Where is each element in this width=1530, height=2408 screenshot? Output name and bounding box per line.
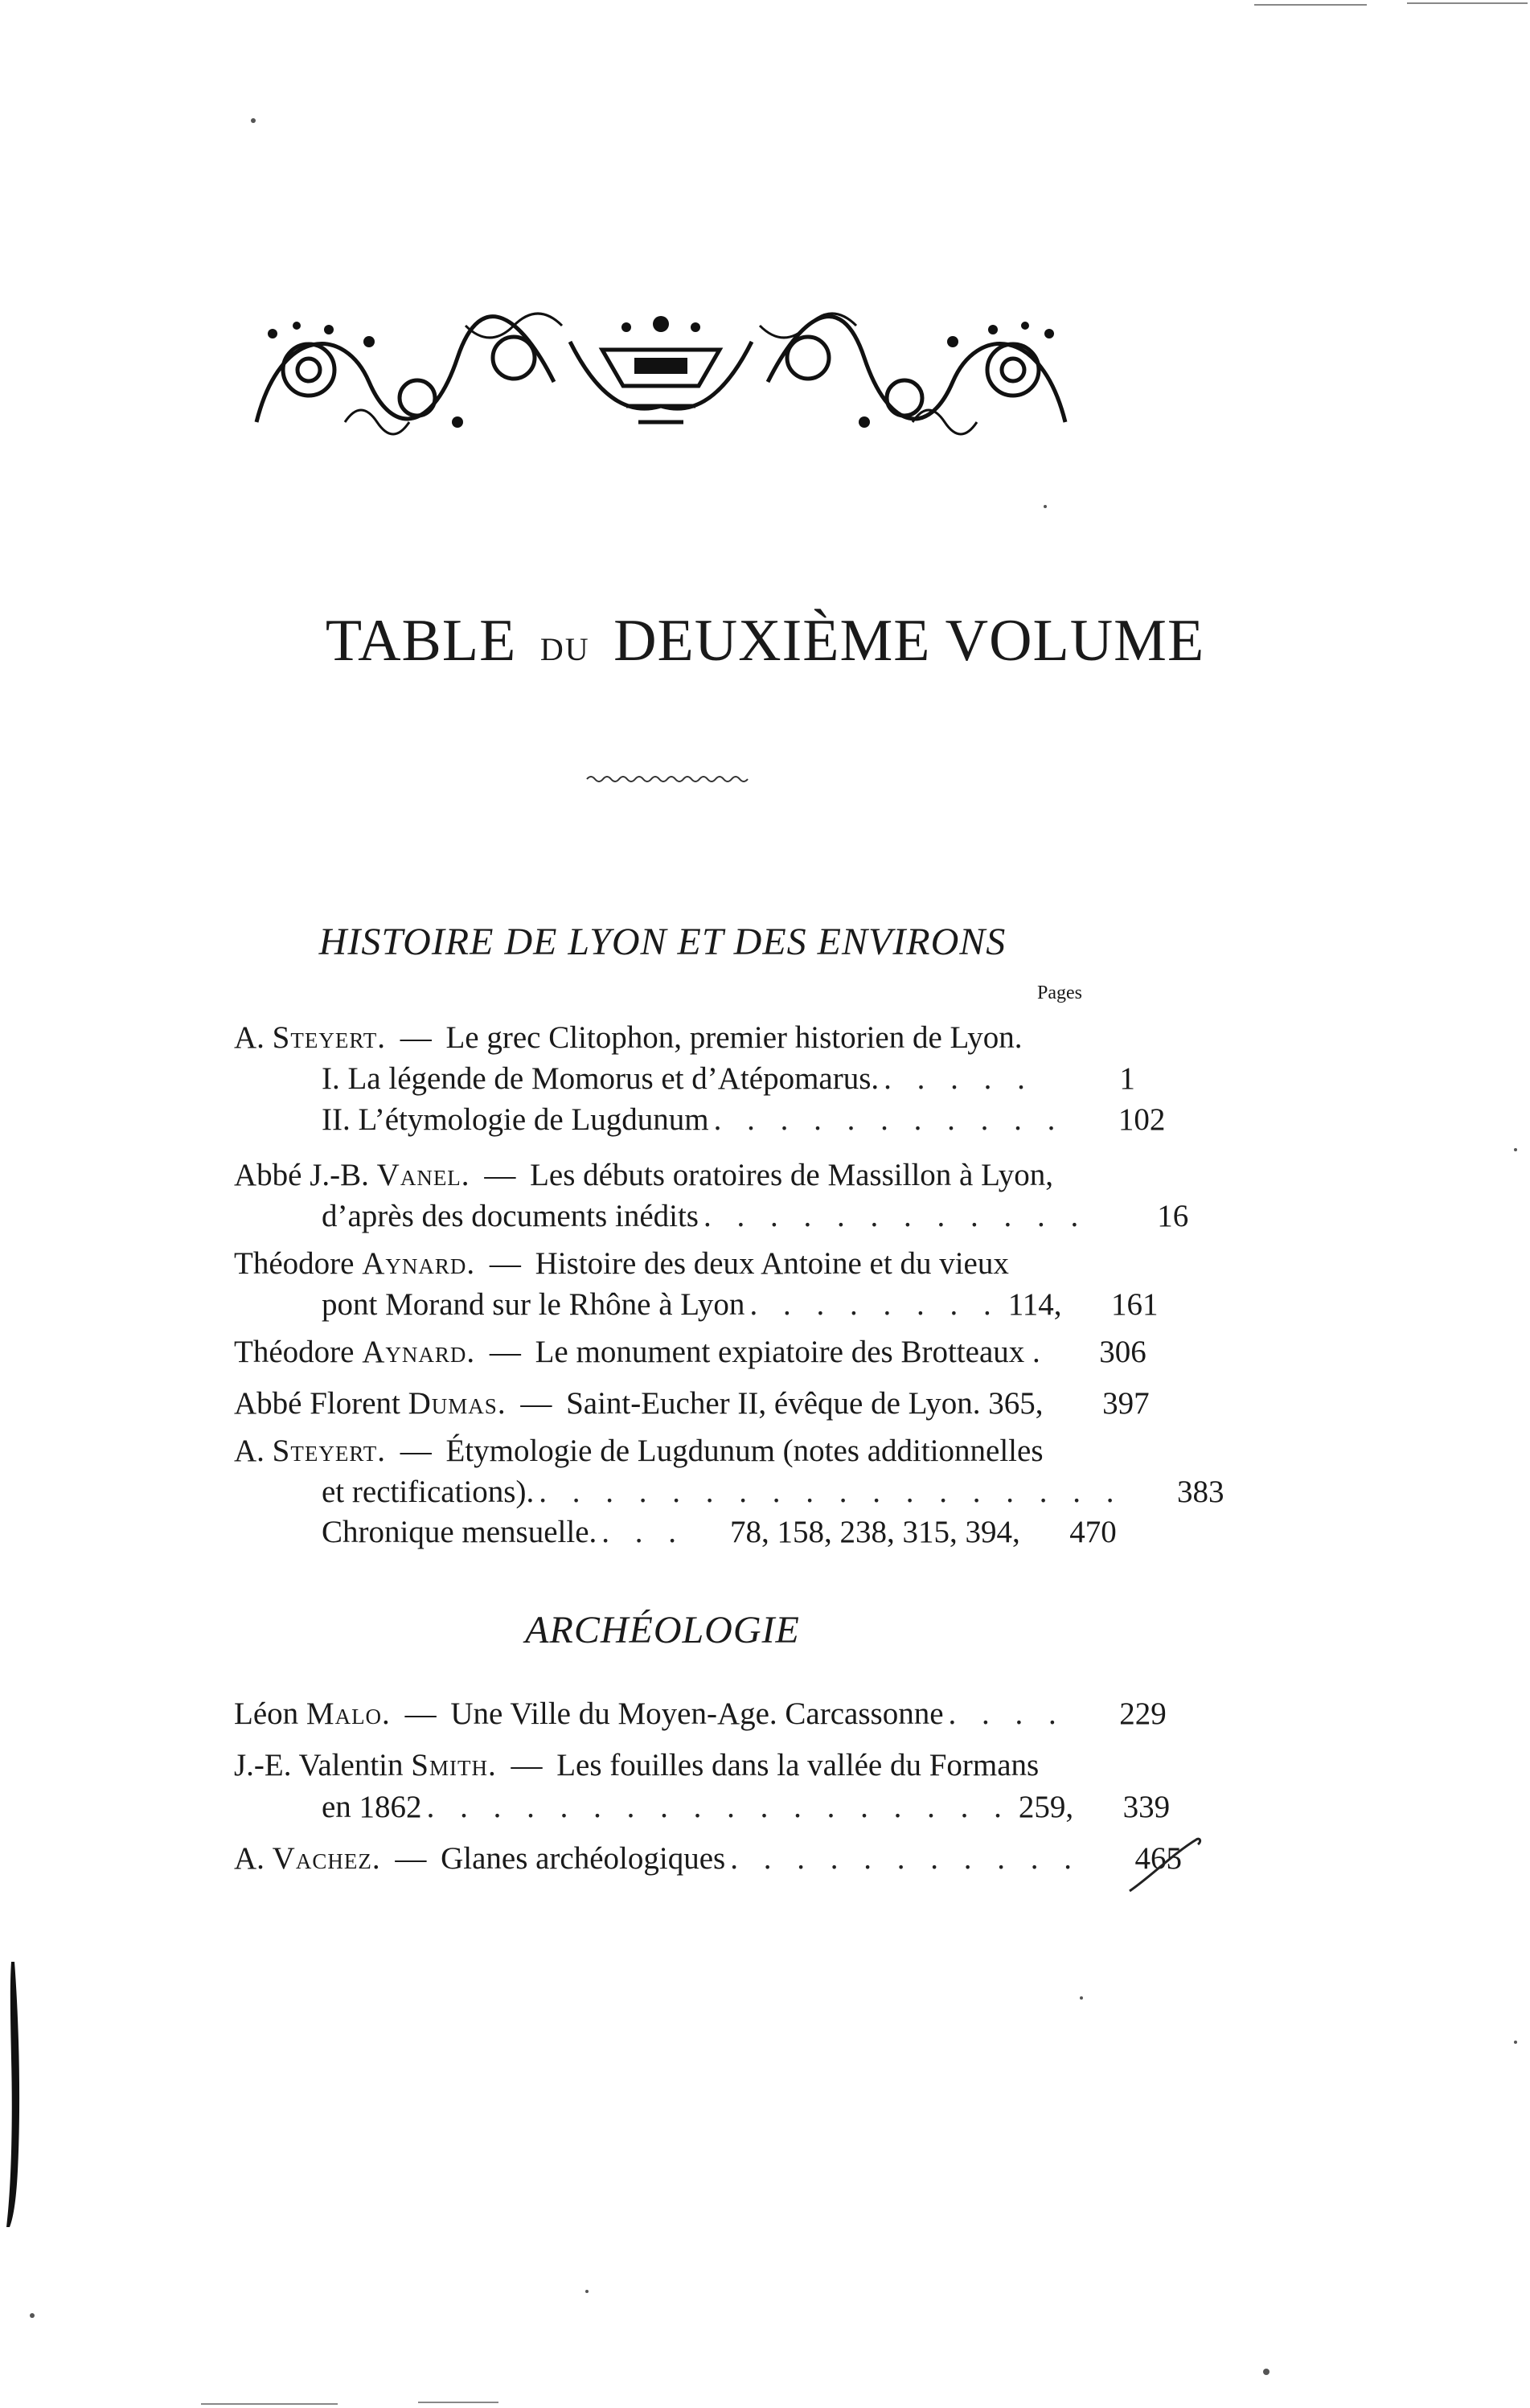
section-heading-archeologie: ARCHÉOLOGIE — [525, 1609, 800, 1651]
entry-author-prefix: Théodore — [234, 1335, 355, 1369]
entry-page: 16 — [1157, 1199, 1189, 1233]
entry-title: en 1862 — [322, 1790, 422, 1824]
entry-author-prefix: Léon — [234, 1696, 299, 1731]
entry-author-prefix: A. — [234, 1020, 265, 1055]
entry-title: Les fouilles dans la vallée du Formans — [556, 1748, 1040, 1782]
entry-leader: . . . . . — [884, 1061, 1034, 1096]
decorative-squiggle-divider — [587, 773, 748, 785]
section-heading-histoire: HISTOIRE DE LYON ET DES ENVIRONS — [318, 921, 1007, 963]
entry-page: 229 — [1119, 1696, 1167, 1731]
entry-author: Steyert. — [272, 1020, 386, 1055]
entry-author-prefix: Théodore — [234, 1246, 355, 1281]
entry-title: Histoire des deux Antoine et du vieux — [535, 1246, 1009, 1281]
entry-leader: . . . . . . . . . . . — [730, 1841, 1081, 1876]
entry-dash: — — [484, 1158, 516, 1192]
toc-entry-rectifications — [322, 1471, 1224, 1513]
entry-page: 339 — [1122, 1790, 1171, 1824]
entry-title: II. L’étymologie de Lugdunum — [322, 1102, 709, 1137]
entry-dash: — — [511, 1748, 543, 1782]
title-word-du: DU — [539, 631, 590, 667]
entry-page: 465 — [1134, 1841, 1182, 1876]
entry-author: Vachez. — [272, 1841, 381, 1876]
entry-title: Le grec Clitophon, premier historien de Lyon. — [445, 1020, 1023, 1055]
entry-author: Dumas. — [408, 1386, 507, 1421]
entry-author-prefix: J.-E. Valentin — [234, 1748, 404, 1782]
entry-page: 102 — [1118, 1102, 1166, 1137]
entry-page: 383 — [1176, 1475, 1224, 1509]
entry-title: Étymologie de Lugdunum (notes additionnelles — [445, 1434, 1044, 1468]
title-word-table: TABLE — [325, 608, 517, 674]
entry-extra-pages: 259, — [1018, 1790, 1074, 1824]
entry-author-prefix: Abbé J.-B. — [234, 1158, 369, 1192]
page-title — [0, 608, 1530, 674]
entry-author-prefix: Abbé Florent — [234, 1386, 400, 1421]
entry-dash: — — [489, 1335, 521, 1369]
entry-author: Malo. — [306, 1696, 391, 1731]
entry-author: Aynard. — [362, 1335, 476, 1369]
entry-author-prefix: A. — [234, 1434, 265, 1468]
entry-leader: . . . . . . . . . . . — [713, 1102, 1064, 1137]
entry-title: I. La légende de Momorus et d’Atépomarus. — [322, 1061, 880, 1096]
entry-dash: — — [395, 1841, 427, 1876]
toc-entry-vachez-glanes — [234, 1838, 1182, 1880]
entry-title: et rectifications). — [322, 1475, 535, 1509]
entry-author: Steyert. — [272, 1434, 386, 1468]
binding-edge-shadow — [3, 1962, 27, 2227]
entry-title: Glanes archéologiques — [441, 1841, 726, 1876]
entry-title: Une Ville du Moyen-Age. Carcassonne — [450, 1696, 944, 1731]
entry-page: 397 — [1102, 1386, 1150, 1421]
pages-column-label: Pages — [1037, 982, 1082, 1003]
entry-title: Chronique mensuelle. — [322, 1515, 597, 1549]
decorative-header-ornament — [248, 310, 1073, 438]
toc-entry-aynard-antoine — [234, 1243, 1082, 1285]
entry-title: pont Morand sur le Rhône à Lyon — [322, 1287, 745, 1322]
toc-entry-chronique-mensuelle — [322, 1512, 1117, 1553]
toc-entry-pont-morand — [322, 1284, 1159, 1326]
entry-leader: . . . . — [948, 1696, 1065, 1731]
entry-page: 1 — [1119, 1061, 1135, 1096]
entry-dash: — — [404, 1696, 437, 1731]
entry-leader: . . . . . . . . . . . . . . . . . . — [539, 1475, 1123, 1509]
title-word-deuxieme-volume: DEUXIÈME VOLUME — [613, 608, 1205, 674]
entry-extra-pages: 114, — [1007, 1287, 1062, 1322]
entry-author-prefix: A. — [234, 1841, 265, 1876]
entry-title: Le monument expiatoire des Brotteaux . — [535, 1335, 1040, 1369]
toc-entry-aynard-brotteaux — [234, 1331, 1146, 1373]
entry-author: Aynard. — [362, 1246, 476, 1281]
entry-title: d’après des documents inédits — [322, 1199, 699, 1233]
toc-entry-lugdunum — [322, 1099, 1166, 1141]
entry-leader: . . . — [601, 1515, 686, 1549]
entry-page: 470 — [1069, 1515, 1117, 1549]
toc-entry-malo-carcassonne — [234, 1693, 1167, 1735]
entry-dash: — — [400, 1434, 432, 1468]
entry-title: Les débuts oratoires de Massillon à Lyon, — [530, 1158, 1054, 1192]
entry-dash: — — [400, 1020, 432, 1055]
pencil-tick-mark — [1126, 1833, 1206, 1897]
entry-title: Saint-Eucher II, évêque de Lyon. 365, — [566, 1386, 1044, 1421]
toc-entry-momorus — [322, 1058, 1135, 1100]
toc-entry-vanel-massillon — [234, 1155, 1082, 1196]
toc-entry-dumas-saint-eucher — [234, 1383, 1150, 1425]
entry-author: Vanel. — [376, 1158, 470, 1192]
entry-dash: — — [489, 1246, 521, 1281]
entry-author: Smith. — [411, 1748, 497, 1782]
toc-entry-en-1862 — [322, 1787, 1171, 1828]
entry-leader: . . . . . . . . . . . . . . . . . . — [426, 1790, 1011, 1824]
entry-dash: — — [520, 1386, 552, 1421]
toc-entry-steyert-clitophon — [234, 1017, 1082, 1059]
entry-leader: . . . . . . . . . . . . — [703, 1199, 1088, 1233]
entry-page: 306 — [1099, 1335, 1146, 1369]
toc-entry-documents-inedits — [322, 1196, 1189, 1237]
toc-entry-steyert-etymologie — [234, 1430, 1082, 1472]
entry-extra-pages: 78, 158, 238, 315, 394, — [730, 1515, 1020, 1549]
toc-entry-smith-formans — [234, 1745, 1082, 1787]
entry-leader: . . . . . . . . — [749, 1287, 1000, 1322]
entry-page: 161 — [1111, 1287, 1159, 1322]
